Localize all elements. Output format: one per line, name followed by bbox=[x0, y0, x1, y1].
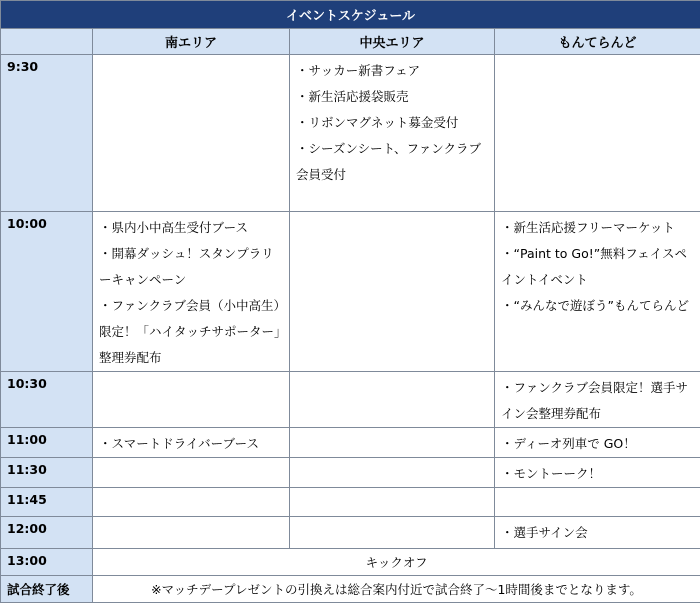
time-column-header bbox=[1, 29, 93, 55]
central-cell bbox=[290, 372, 495, 428]
event-item: ・“Paint to Go!”無料フェイスペイントイベント bbox=[501, 241, 694, 293]
table-row bbox=[1, 458, 700, 488]
monte-cell bbox=[495, 517, 700, 549]
event-item: ・新生活応援袋販売 bbox=[296, 84, 488, 110]
central-cell bbox=[290, 458, 495, 488]
schedule-title: イベントスケジュール bbox=[1, 1, 700, 29]
table-row bbox=[1, 55, 700, 212]
column-header-south: 南エリア bbox=[93, 29, 290, 55]
monte-cell bbox=[495, 488, 700, 517]
time-label: 9:30 bbox=[1, 55, 93, 212]
event-item: ・サッカー新書フェア bbox=[296, 58, 488, 84]
after-match-note: ※マッチデープレゼントの引換えは総合案内付近で試合終了～1時間後までとなります。 bbox=[93, 576, 700, 603]
south-cell bbox=[93, 372, 290, 428]
south-cell bbox=[93, 428, 290, 458]
south-cell bbox=[93, 517, 290, 549]
south-cell bbox=[93, 488, 290, 517]
central-cell bbox=[290, 428, 495, 458]
event-item: ・リボンマグネット募金受付 bbox=[296, 110, 488, 136]
event-item: ・開幕ダッシュ！スタンプラリーキャンペーン bbox=[99, 241, 283, 293]
time-label: 試合終了後 bbox=[1, 576, 93, 603]
column-header-monte: もんてらんど bbox=[495, 29, 700, 55]
event-item: ・モントーーク！ bbox=[501, 461, 694, 487]
monte-cell bbox=[495, 55, 700, 212]
table-row bbox=[1, 517, 700, 549]
table-row bbox=[1, 428, 700, 458]
time-label: 11:30 bbox=[1, 458, 93, 488]
monte-cell bbox=[495, 212, 700, 372]
south-cell bbox=[93, 458, 290, 488]
event-item: ・新生活応援フリーマーケット bbox=[501, 215, 694, 241]
event-item: ・スマートドライバーブース bbox=[99, 431, 283, 457]
event-item: ・ファンクラブ会員限定！選手サイン会整理券配布 bbox=[501, 375, 694, 427]
south-cell bbox=[93, 55, 290, 212]
south-cell bbox=[93, 212, 290, 372]
monte-cell bbox=[495, 458, 700, 488]
table-row bbox=[1, 488, 700, 517]
event-item: ・シーズンシート、ファンクラブ会員受付 bbox=[296, 136, 488, 188]
central-cell bbox=[290, 517, 495, 549]
table-row bbox=[1, 212, 700, 372]
time-label: 13:00 bbox=[1, 549, 93, 576]
monte-cell bbox=[495, 372, 700, 428]
event-item: ・“みんなで遊ぼう”もんてらんど bbox=[501, 293, 694, 319]
event-item: ・選手サイン会 bbox=[501, 520, 694, 546]
central-cell bbox=[290, 55, 495, 212]
central-cell bbox=[290, 488, 495, 517]
time-label: 11:45 bbox=[1, 488, 93, 517]
time-label: 10:30 bbox=[1, 372, 93, 428]
monte-cell bbox=[495, 428, 700, 458]
column-header-central: 中央エリア bbox=[290, 29, 495, 55]
time-label: 12:00 bbox=[1, 517, 93, 549]
table-row bbox=[1, 372, 700, 428]
time-label: 11:00 bbox=[1, 428, 93, 458]
event-item: ・ファンクラブ会員（小中高生）限定！「ハイタッチサポーター」整理券配布 bbox=[99, 293, 283, 371]
event-item: ・ディーオ列車で GO！ bbox=[501, 431, 694, 457]
kickoff-cell: キックオフ bbox=[93, 549, 700, 576]
time-label: 10:00 bbox=[1, 212, 93, 372]
table-row bbox=[1, 576, 700, 603]
event-item: ・県内小中高生受付ブース bbox=[99, 215, 283, 241]
central-cell bbox=[290, 212, 495, 372]
table-row bbox=[1, 549, 700, 576]
